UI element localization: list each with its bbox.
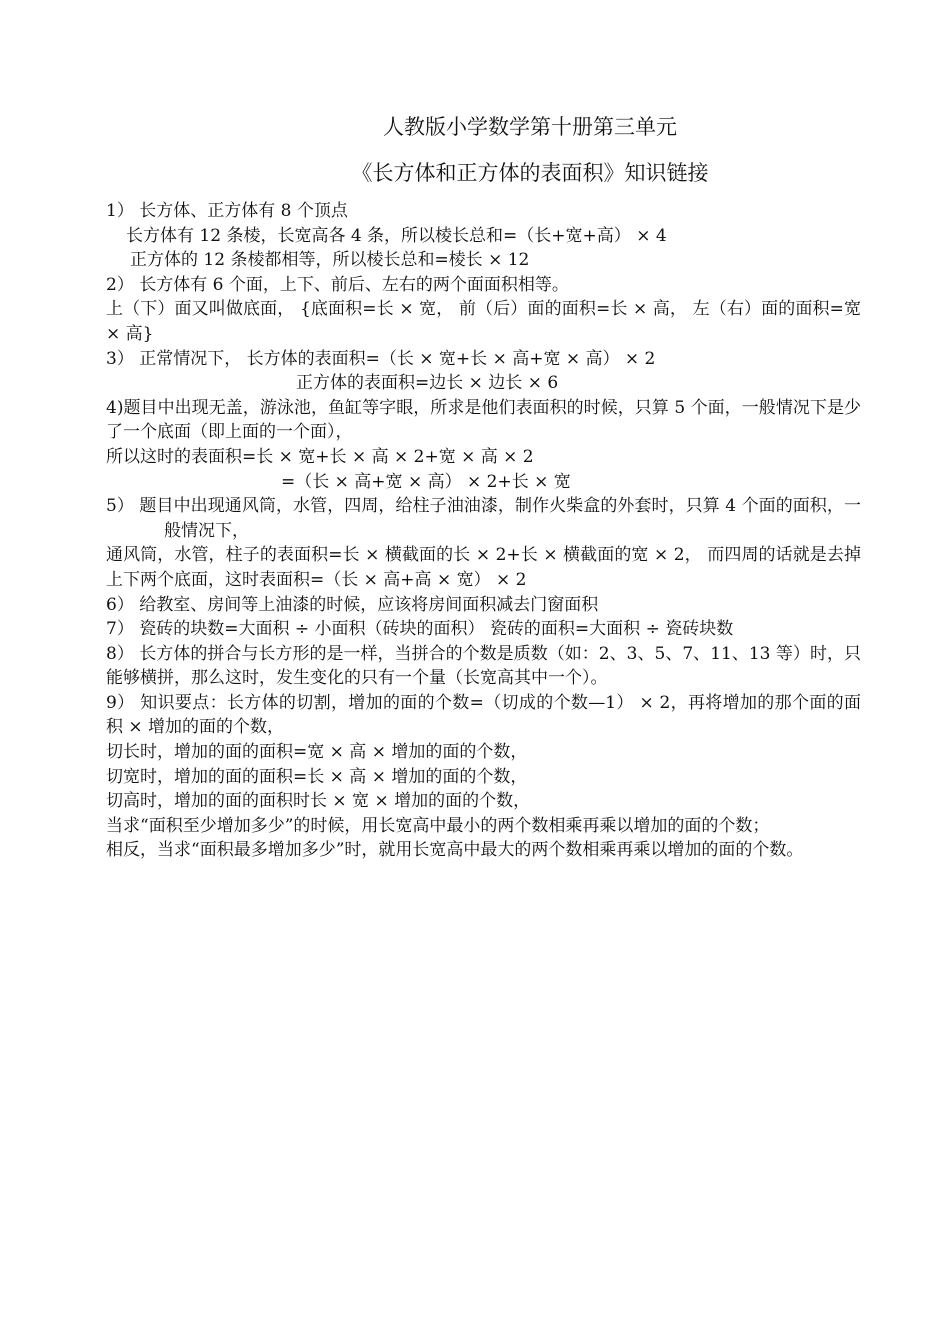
paragraph-2-detail: 上（下）面又叫做底面， {底面积=长 × 宽， 前（后）面的面积=长 × 高， 左（右）面的面积=宽 × 高} [106,299,861,344]
document-subtitle: 《长方体和正方体的表面积》知识链接 [351,161,709,185]
document-title: 人教版小学数学第十册第三单元 [383,115,677,139]
paragraph-1: 1） 长方体、正方体有 8 个顶点 [106,201,348,221]
paragraph-4-formula-cont: =（长 × 高+宽 × 高） × 2+长 × 宽 [281,471,571,492]
paragraph-9-cut-height: 切高时，增加的面的面积时长 × 宽 × 增加的面的个数， [106,791,531,812]
paragraph-9-cut-width: 切宽时，增加的面的面积=长 × 高 × 增加的面的个数， [106,766,528,787]
paragraph-5-detail: 通风筒，水管，柱子的表面积=长 × 横截面的长 × 2+长 × 横截面的宽 × 2， 而四周的话就是去掉上下两个底面，这时表面积=（长 × 高+高 × 宽） × 2 [106,545,861,590]
paragraph-6: 6） 给教室、房间等上油漆的时候，应该将房间面积减去门窗面积 [106,594,599,615]
paragraph-7: 7） 瓷砖的块数=大面积 ÷ 小面积（砖块的面积） 瓷砖的面积=大面积 ÷ 瓷砖块数 [106,619,734,640]
paragraph-4: 4)题目中出现无盖，游泳池，鱼缸等字眼，所求是他们表面积的时候，只算 5 个面，一般情况下是少了一个底面（即上面的一个面）， [106,397,861,443]
paragraph-9-cut-length: 切长时，增加的面的面积=宽 × 高 × 增加的面的个数， [106,742,528,763]
paragraph-2: 2） 长方体有 6 个面，上下、前后、左右的两个面面积相等。 [106,274,569,295]
paragraph-3: 3） 正常情况下， 长方体的表面积=（长 × 宽+长 × 高+宽 × 高） × 2 [106,348,656,369]
paragraph-3-detail: 正方体的表面积=边长 × 边长 × 6 [296,373,559,394]
paragraph-4-formula: 所以这时的表面积=长 × 宽+长 × 高 × 2+宽 × 高 × 2 [106,446,534,467]
paragraph-9: 9） 知识要点：长方体的切割，增加的面的个数=（切成的个数—1） × 2，再将增加的那个面的面积 × 增加的面的个数， [106,692,861,738]
paragraph-8: 8） 长方体的拼合与长方形的是一样，当拼合的个数是质数（如：2、3、5、7、11、13 等）时，只能够横拼，那么这时，发生变化的只有一个量（长宽高其中一个）。 [106,643,861,689]
document-body [106,199,861,863]
paragraph-9-minimum: 当求“面积至少增加多少”的时候，用长宽高中最小的两个数相乘再乘以增加的面的个数； [106,815,770,836]
paragraph-1-detail-a: 长方体有 12 条棱，长宽高各 4 条，所以棱长总和=（长+宽+高） × 4 [126,225,667,246]
paragraph-1-detail-b: 正方体的 12 条棱都相等，所以棱长总和=棱长 × 12 [130,250,530,271]
paragraph-9-maximum: 相反，当求“面积最多增加多少”时，就用长宽高中最大的两个数相乘再乘以增加的面的个数。 [106,840,804,861]
paragraph-5: 5） 题目中出现通风筒，水管，四周，给柱子油油漆，制作火柴盒的外套时，只算 4 个面的面积，一般情况下， [106,496,861,541]
